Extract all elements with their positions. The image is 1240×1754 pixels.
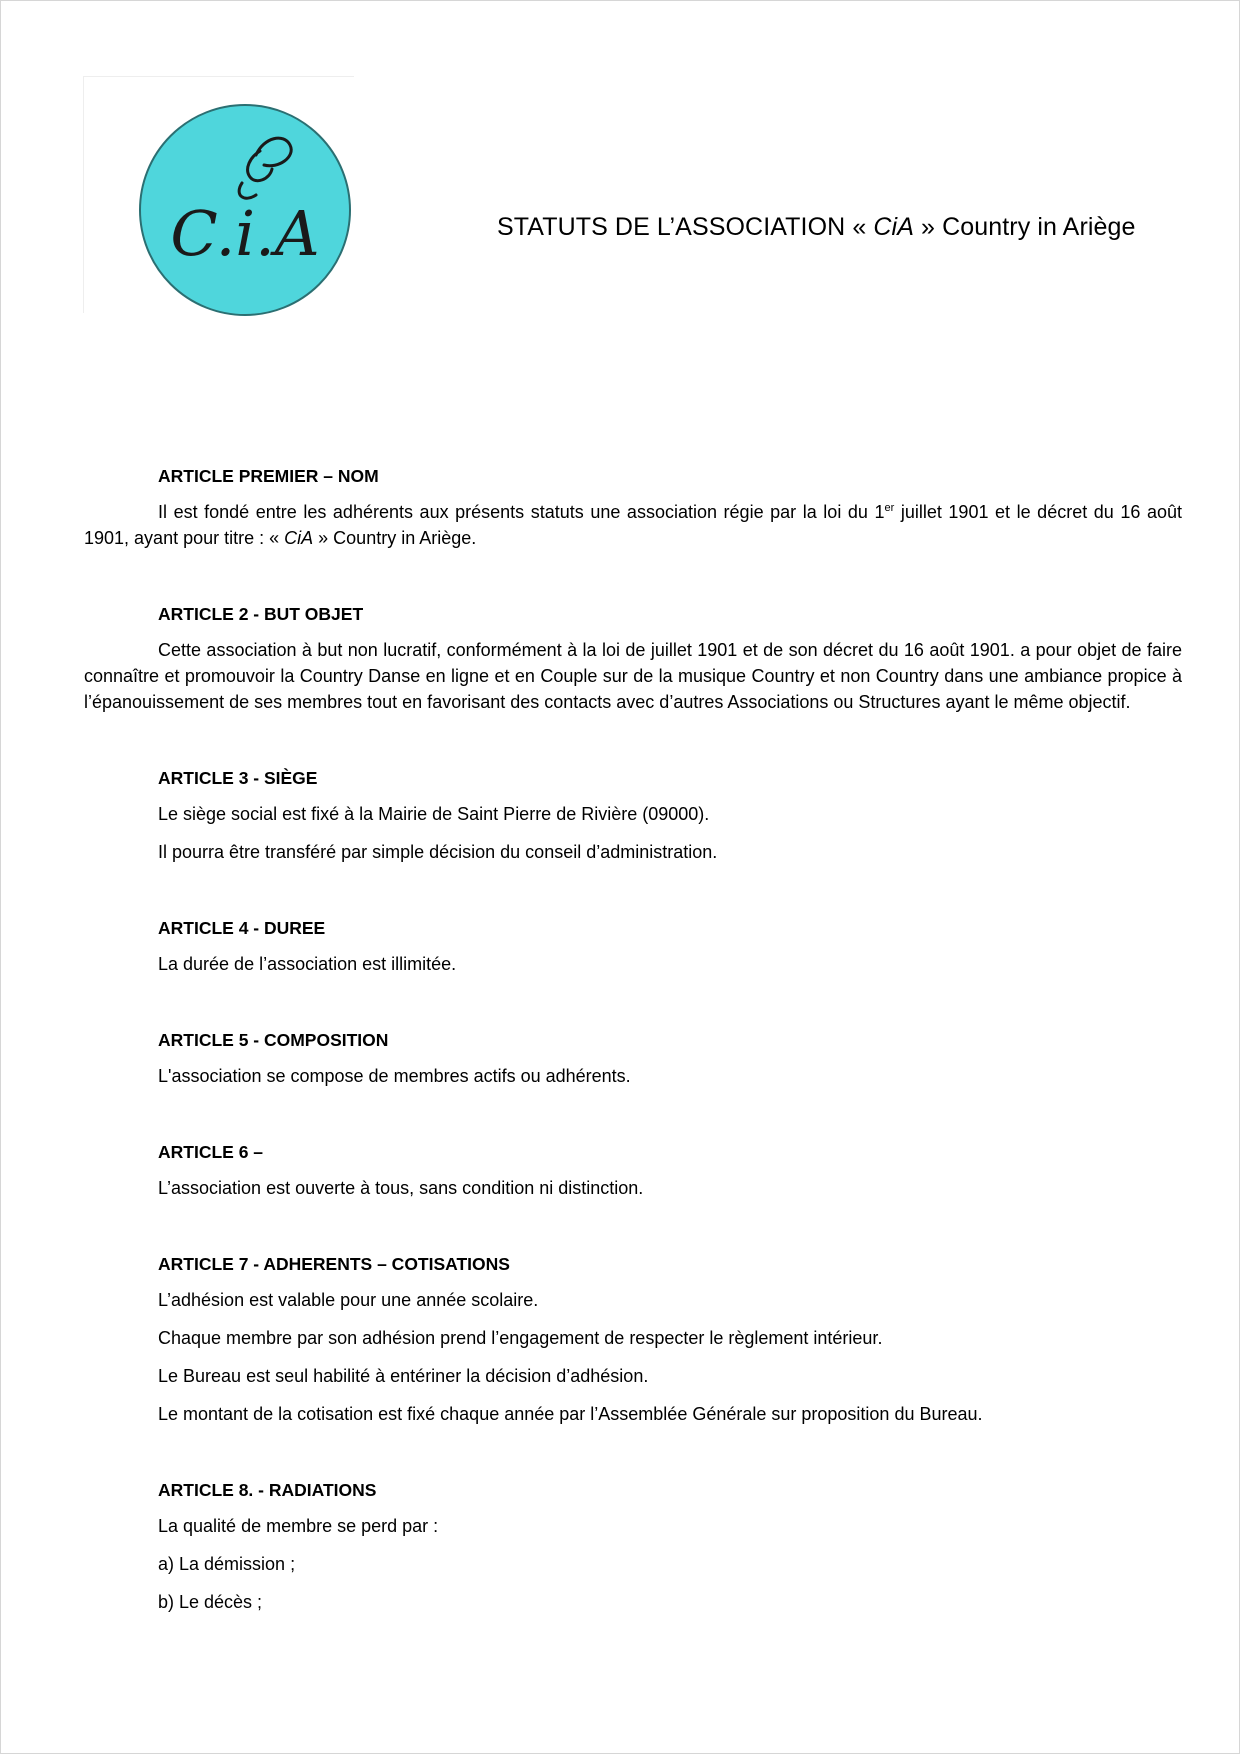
logo-monogram: C.i.A <box>170 197 320 270</box>
article-paragraph: Cette association à but non lucratif, conformément à la loi de juillet 1901 et de son décret du 16 août 1901. a pour objet de faire connaître et promouvoir la Country Danse en ligne et en Couple sur de la musique Country et non Country dans une ambiance propice à l’épanouissement de ses membres tout en favorisant des contacts avec d’autres Associations ou Structures ayant le même objectif. <box>84 640 1182 712</box>
article-line: L’adhésion est valable pour une année scolaire. <box>158 1290 539 1310</box>
article-line: Chaque membre par son adhésion prend l’engagement de respecter le règlement intérieur. <box>158 1328 883 1348</box>
article-heading: ARTICLE 4 - DUREE <box>158 918 326 938</box>
article-4 <box>84 915 1182 977</box>
article-1 <box>84 463 1182 551</box>
article-5 <box>84 1027 1182 1089</box>
article-line: Le Bureau est seul habilité à entériner la décision d’adhésion. <box>158 1366 649 1386</box>
article-line: La durée de l’association est illimitée. <box>158 954 457 974</box>
article-heading: ARTICLE 6 – <box>158 1142 264 1162</box>
article-line: b) Le décès ; <box>158 1592 263 1612</box>
article-3 <box>84 765 1182 865</box>
article-heading: ARTICLE 8. - RADIATIONS <box>158 1480 377 1500</box>
association-logo <box>138 103 352 317</box>
article-2 <box>84 601 1182 715</box>
article-6 <box>84 1139 1182 1201</box>
article-line: Il pourra être transféré par simple décision du conseil d’administration. <box>158 842 718 862</box>
document-title: STATUTS DE L’ASSOCIATION « CiA » Country in Ariège <box>497 213 1136 241</box>
logo-frame <box>83 76 354 313</box>
statutes-content <box>84 463 1182 1665</box>
article-paragraph: Il est fondé entre les adhérents aux présents statuts une association régie par la loi du 1er juillet 1901 et le décret du 16 août 1901, ayant pour titre : « CiA » Country in Ariège. <box>84 502 1182 548</box>
article-line: a) La démission ; <box>158 1554 296 1574</box>
article-heading: ARTICLE 2 - BUT OBJET <box>158 604 364 624</box>
article-line: Le montant de la cotisation est fixé chaque année par l’Assemblée Générale sur proposition du Bureau. <box>158 1404 983 1424</box>
article-heading: ARTICLE 7 - ADHERENTS – COTISATIONS <box>158 1254 510 1274</box>
title-acronym: CiA <box>873 213 914 241</box>
article-heading: ARTICLE 3 - SIÈGE <box>158 768 318 788</box>
article-heading: ARTICLE PREMIER – NOM <box>158 466 379 486</box>
article-line: Le siège social est fixé à la Mairie de Saint Pierre de Rivière (09000). <box>158 804 710 824</box>
article-line: L'association se compose de membres actifs ou adhérents. <box>158 1066 631 1086</box>
article-line: La qualité de membre se perd par : <box>158 1516 439 1536</box>
article-heading: ARTICLE 5 - COMPOSITION <box>158 1030 389 1050</box>
article-8 <box>84 1477 1182 1615</box>
article-line: L’association est ouverte à tous, sans condition ni distinction. <box>158 1178 644 1198</box>
article-7 <box>84 1251 1182 1427</box>
